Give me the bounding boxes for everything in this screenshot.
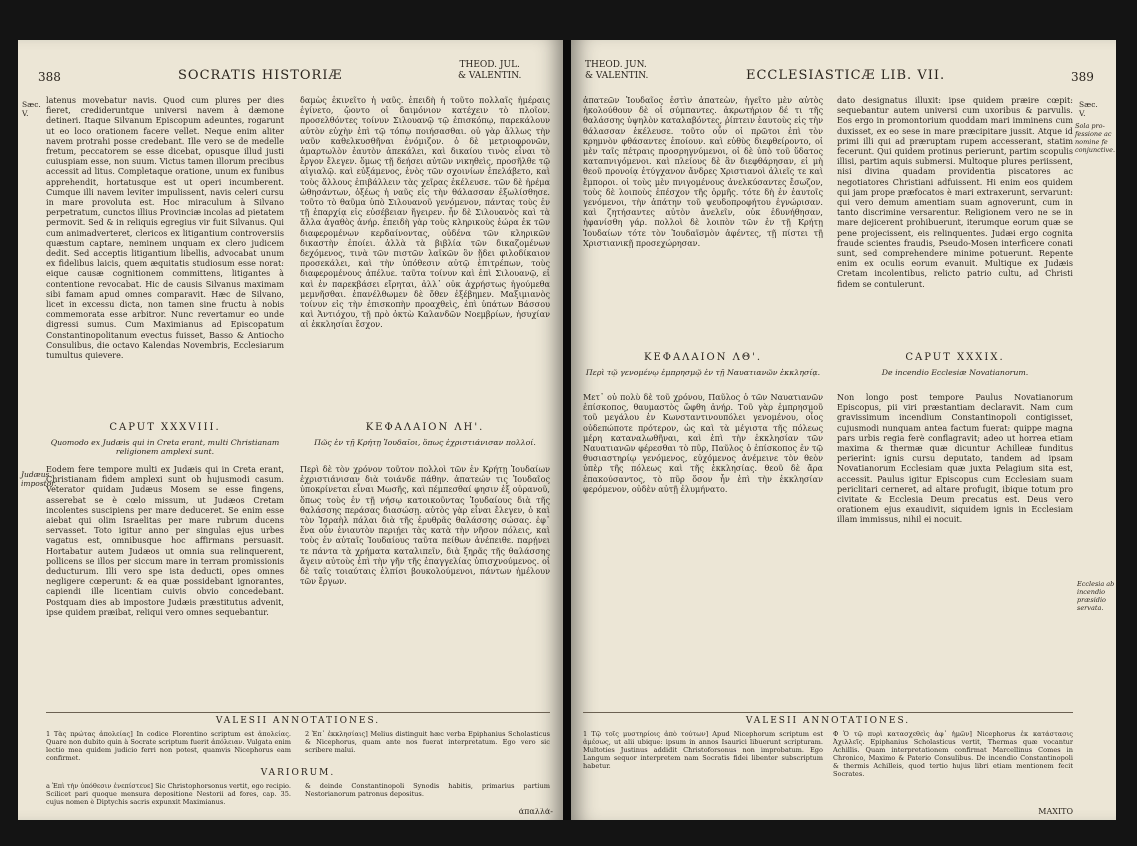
running-title: ECCLESIASTICÆ LIB. VII. [746,68,946,83]
annotation-note: Φ Ὁ τῷ πυρὶ κατασχεθεὶς ἀφ᾽ ἡμῶν] Nicephorus ἐκ κατάστασις Ἀχιλλεῖς. Epiphanius Scholasticus vertit, Thermas quæ vocantur Achillis. Quam interpretationem confirmat Marcellinus Comes in Chronico, Maximo & Paterio Consulibus. De incendio Constantinopoli & thermis Achilleis, quod tertio hujus libri etiam mentionem fecit Socrates. [833,730,1073,778]
catchword: ΜΑΧΙΤΟ [1038,808,1073,816]
chapter-heading-latin: CAPUT XXXIX. [905,352,1005,363]
right-page [571,40,1116,820]
left-page [18,40,563,820]
annotation-note: 2 Ἐπ᾽ ἐκκλησίαις] Melius distinguit hæc verba Epiphanius Scholasticus & Nicephorus, quam ante nos fuerat interpretatum. Ego vero sic scribere malui. [305,730,550,754]
margin-note: Sola pro- fessione ac nomine fe conjunctive. [1075,122,1116,154]
footnote-rule [583,712,1073,713]
margin-note: Ecclesia ab incendio præsidio servata. [1077,580,1115,612]
chapter-heading-latin: CAPUT XXXVIII. [109,422,221,433]
greek-column-bottom: Περὶ δὲ τὸν χρόνον τοῦτον πολλοὶ τῶν ἐν Κρήτῃ Ἰουδαίων ἐχριστιάνισαν διὰ τοιάνδε πάθην. ἀπατεών τις Ἰουδαῖος ὑποκρίνεται εἶναι Μωσῆς, καὶ πέμπεσθαί φησιν ἐξ οὐρανοῦ, ὅπως τοὺς ἐν τῇ νήσῳ κατοικοῦντας Ἰουδαίους διὰ τῆς θαλάσσης περάσας διασώσῃ. αὐτὸς γὰρ εἶναι ἔλεγεν, ὁ καὶ τὸν Ἰσραὴλ πάλαι διὰ τῆς ἐρυθρᾶς θαλάσσης σώσας. ἐφ᾽ ἕνα οὖν ἐνιαυτὸν περιῄει τὰς κατὰ τὴν νῆσον πόλεις, καὶ τοὺς ἐν αὐταῖς Ἰουδαίους ταῦτα πείθων ἀνέπειθε. παρῄνει τε πάντα τὰ χρήματα καταλιπεῖν, διὰ ξηρᾶς τῆς θαλάσσης ἄγειν αὐτοὺς ἐπὶ τὴν γῆν τῆς ἐπαγγελίας ὑπισχνούμενος. οἱ δὲ ταῖς τοιαύταις ἐλπίσι βουκολούμενοι, πάντων ἠμέλουν τῶν ἔργων. [300,464,550,587]
latin-column-top: dato designatus illuxit: ipse quidem præire cœpit: sequebantur autem universi cum uxoribus & parvulis. Eos ergo in promontorium quoddam mari imminens cum duxisset, ex eo sese in mare præcipitare jussit. Atque id primi illi qui ad præruptam rupem accesserant, statim fecerunt. Qui quidem protinus perierunt, partim scopulis illisi, partim aquis submersi. Multoque plures periissent, nisi divina quadam providentia piscatores ac negotiatores Christiani adfuissent. Hi enim eos quidem qui jam prope præfocatos è mari extraxerunt, servarunt: qui vero demum amentiam suam agnoverunt, cum in tanto discrimine versarentur. Religionem vero ne se in mare dejicerent prohibuerunt, iterumque eorum quæ se pene projecissent, eis relinquentes. Judæi ergo cognita fraude scientes fraudis, Pseudo-Mosen interficere conati sunt, sed comprehendere minime potuerunt. Repente enim ex oculis eorum evanuit. Multique ex Judæis Cretam incolentibus, relicto patrio cultu, ad Christi fidem se contulerunt. [837,95,1073,289]
latin-column-top: latenus movebatur navis. Quod cum plures per dies fieret, credideruntque universi navem à dæmone detineri. Itaque Silvanum Episcopum adeuntes, rogarunt ut eo loco orationem facere vellet. Neque enim aliter navem protrahi posse credebant. Ille vero se de medelle fretum, peccatorem se esse dicebat, opusque illud justi cuiuspiam esse, non suum. Victus tamen illorum precibus accessit ad litus. Completaque oratione, unum ex funibus apprehendit, hortatusque est ut operi incumberent. Cumque illi navem leviter impulissent, navis celeri cursu in mare provoluta est. Hoc miraculum à Silvano perpetratum, cunctos illius Provinciæ incolas ad pietatem permovit. Sed & in reliquis egregius vir fuit Silvanus. Qui cum animadverteret, clericos ex litigantium controversiis quæstum captare, neminem unquam ex clero judicem dedit. Sed acceptis litigantium libellis, advocabat unum ex fidelibus laicis, quem æquitatis studiosum esse norat: eique causæ cognitionem committens, litigantes à contentione revocabat. Hic de causis Silvanus maximam sibi famam apud omnes comparavit. Hæc de Silvano, licet in excessu dicta, non tamen sine fructu à nobis commemorata esse arbitror. Nunc revertamur eo unde digressi sumus. Cum Maximianus ad Episcopatum Constantinopolitanum evectus fuisset, Basso & Antiocho Consulibus, die octavo Kalendas Novembris, Ecclesiarum tumultus quievere. [46,95,284,361]
annotation-note: 1 Τὰς πρώτας ἀπολείας] In codice Florentino scriptum est ἀπολείας. Quare non dubito quin à Socrate scriptum fuerit ἀπόλειαν. Vulgata enim lectio mea quidem judicio ferri non potest, quamvis Nicephorus eam confirmet. [46,730,291,762]
greek-column-top: δαμὼς ἐκινεῖτο ἡ ναῦς. ἐπειδὴ ἡ τοῦτο πολλαῖς ἡμέραις ἐγίνετο, ᾤοντο οἱ δαιμόνιον κατέχειν τὸ πλοῖον. προσελθόντες τοίνυν Σιλουανῷ τῷ ἐπισκόπῳ, παρεκάλουν αὐτὸν εὐχὴν ἐπὶ τῷ τόπῳ ποιήσασθαι. οὐ γὰρ ἄλλως τὴν ναῦν καθελκυσθῆναι ἐνόμιζον. ὁ δὲ μετριοφρονῶν, ἁμαρτωλὸν ἑαυτὸν ἀπεκάλει, καὶ δικαίου τινὸς εἶναι τὸ ἔργον ἔλεγεν. ὅμως τῇ δεήσει αὐτῶν νικηθεὶς, προσῆλθε τῷ αἰγιαλῷ. καὶ εὐξάμενος, ἑνὸς τῶν σχοινίων ἐπελάβετο, καὶ τοὺς ἄλλους ἐπιβάλλειν τὰς χεῖρας ἐκέλευσε. τῶν δὲ ἠρέμα ὠθησάντων, ὀξέως ἡ ναῦς εἰς τὴν θάλασσαν ἐξωλίσθησε. τοῦτο τὸ θαῦμα ὑπὸ Σιλουανοῦ γενόμενον, πάντας τοὺς ἐν τῇ ἐπαρχίᾳ εἰς εὐσέβειαν ἤγειρεν. ἦν δὲ Σιλουανὸς καὶ τὰ ἄλλα ἀγαθὸς ἀνήρ. ἐπειδὴ γὰρ τοὺς κληρικοὺς ἑώρα ἐκ τῶν διαφερομένων κερδαίνοντας, οὐδένα τῶν κληρικῶν δικαστὴν ἐποίει. ἀλλὰ τὰ βιβλία τῶν δικαζομένων δεχόμενος, τινὰ τῶν πιστῶν λαϊκῶν ὃν ᾔδει φιλοδίκαιον προσεκάλει, καὶ τὴν ὑπόθεσιν αὐτῷ ἐπιτρέπων, τοὺς διαφερομένους ἀπέλυε. ταῦτα τοίνυν καὶ ἐπὶ Σιλουανῷ, εἰ καὶ ἐν παρεκβάσει εἴρηται, ἀλλ᾽ οὐκ ἀχρήστως ἡγούμεθα μεμνῆσθαι. ἐπανέλθωμεν δὲ ὅθεν ἐξέβημεν. Μαξιμιανὸς τοίνυν εἰς τὴν ἐπισκοπὴν προαχθεὶς, ἐπὶ ὑπάτων Βάσσου καὶ Ἀντιόχου, τῇ πρὸ ὀκτὼ Καλανδῶν Νοεμβρίων, ἡσυχίαν αἱ ἐκκλησίαι ἔσχον. [300,95,550,330]
variorum-title: VARIORUM. [260,768,336,778]
book-gutter [563,40,571,820]
greek-column-bottom: Μετ᾽ οὐ πολὺ δὲ τοῦ χρόνου, Παῦλος ὁ τῶν Ναυατιανῶν ἐπίσκοπος, θαυμαστὸς ὤφθη ἀνήρ. Τοῦ γὰρ ἐμπρησμοῦ τοῦ μεγάλου ἐν Κωνσταντινουπόλει γενομένου, οἷος οὐδεπώποτε πρότερον, ὡς καὶ τὰ μέγιστα τῆς πόλεως μέρη καταναλωθῆναι, καὶ ἐπὶ τὴν ἐκκλησίαν τῶν Ναυατιανῶν φέρεσθαι τὸ πῦρ, Παῦλος ὁ ἐπίσκοπος ἐν τῷ θυσιαστηρίῳ γενόμενος, εὐχόμενος ἀνέμεινε τὸν θεὸν ὑπὲρ τῆς πόλεως καὶ τῆς ἐκκλησίας. θεοῦ δὲ ἄρα ἐπακούσαντος, τὸ πῦρ ὅσον ἦν ἐπὶ τὴν ἐκκλησίαν φερόμενον, οὐδὲν αὐτῇ ἐλυμήνατο. [583,392,823,494]
greek-column-top: ἀπατεῶν Ἰουδαῖος ἐστὶν ἀπατεὼν, ἡγεῖτο μὲν αὐτὸς ἠκολούθουν δὲ οἱ σύμπαντες. ἀκρωτήριον δέ τι τῆς θαλάσσης ὑψηλὸν καταλαβόντες, ῥίπτειν ἑαυτοὺς εἰς τὴν θάλασσαν ἐκέλευσε. τοῦτο οὖν οἱ πρῶτοι ἐπὶ τὸν κρημνὸν φθάσαντες ἐποίουν. καὶ εὐθὺς διεφθείροντο, οἱ μὲν ταῖς πέτραις προσρηγνύμενοι, οἱ δὲ ὑπὸ τοῦ ὕδατος καταπνιγόμενοι. καὶ πλείους δὲ ἂν διεφθάρησαν, εἰ μὴ θεοῦ προνοίᾳ ἐτύγχανον ἄνδρες Χριστιανοὶ ἁλιεῖς τε καὶ ἔμποροι. οἱ τοὺς μὲν πνιγομένους ἀνελκύσαντες ἔσωζον, τοὺς δὲ λοιποὺς ἐπέσχον τῆς ὁρμῆς. τότε δὴ ἐν ἑαυτοῖς γενόμενοι, τὴν ἀπάτην τοῦ ψευδοπροφήτου ἐγνώρισαν. καὶ ζητήσαντες αὐτὸν ἀνελεῖν, οὐκ ἐδυνήθησαν, ἠφανίσθη γάρ. πολλοὶ δὲ λοιπὸν τῶν ἐν τῇ Κρήτῃ Ἰουδαίων τότε τὸν Ἰουδαϊσμὸν ἀφέντες, τῇ πίστει τῇ Χριστιανικῇ προσεχώρησαν. [583,95,823,248]
variorum-note: a Ἐπὶ τὴν ὑπόθεσιν ἐνεπίστευε] Sic Christophorsonus vertit, ego recipio. Scilicet pari quoque mensura depositione Nestorii ad fores, cap. 35. cujus nomen è Diptychis sacris expunxit Maximianus. [46,782,291,806]
margin-note: Judæus impostor. [21,470,57,488]
margin-year: Sæc. V. [22,100,41,118]
catchword: ἀπαλλά- [518,808,553,816]
chapter-subtitle-greek: Περὶ τῷ γενομένῳ ἐμπρησμῷ ἐν τῇ Ναυατιανῶν ἐκκλησίᾳ. [585,368,821,377]
margin-year: Sæc. V. [1079,100,1098,118]
footnote-rule [46,712,550,713]
page-number: 389 [1071,70,1094,84]
small-heading: THEOD. JUL. & VALENTIN. [458,60,522,81]
small-heading: THEOD. JUN. & VALENTIN. [585,60,649,81]
page-number: 388 [38,70,61,84]
annotation-note: 1 Τῷ τοῖς μυστηρίοις ἀπὸ τούτων] Apud Nicephorum scriptum est ἀμέσως, ut alii ubique: ipsum in annos Isaurici libuerunt scripturam. Multoties Justinus addidit Christoforsonus non improbatum. Ego Langum sequor interpretem nam Socratis fidei libenter subscriptum habetur. [583,730,823,770]
latin-column-bottom: Eodem fere tempore multi ex Judæis qui in Creta erant, Christianam fidem amplexi sunt ob hujusmodi casum. Veterator quidam Judæus Mosem se esse fingens, asserebat se è cœlo missum, ut Judæos Cretam incolentes suscipiens per mare deduceret. Se enim esse aiebat qui olim Israelitas per mare rubrum ducens servasset. Toto igitur anno per singulas ejus urbes vagatus est, omnibusque hoc affirmans persuasit. Hortabatur autem Judæos ut omnia sua relinquerent, pollicens se illos per siccum mare in terram promissionis deducturum. Illi vero spe ista deducti, opes omnes negligere cœperunt: & ea quæ possidebant ignorantes, capiendi ille licentiam cuivis obvio concedebant. Postquam dies ab impostore Judæis præstitutus advenit, ipse quidem præibat, reliqui vero omnes sequebantur. [46,464,284,617]
annotations-title: VALESII ANNOTATIONES. [745,716,911,726]
running-title: SOCRATIS HISTORIÆ [178,68,343,83]
latin-column-bottom: Non longo post tempore Paulus Novatianorum Episcopus, pii viri præstantiam declaravit. Nam cum gravissimum incendium Constantinopoli contigisset, cujusmodi nunquam antea factum fuerat: quippe magna pars urbis regia ferè conflagravit; adeo ut horrea etiam maxima & thermæ quæ dicuntur Achilleæ funditus perierint: ignis cursu deputato, tandem ad ipsam Novatianorum Ecclesiam quæ juxta Pelagium sita est, accessit. Paulus igitur Episcopus cum Ecclesiam suam periclitari cerneret, ad altare profugit, ibique totum pro civitate & Ecclesia Deum precatus est. Deus vero orationem ejus exaudivit, siquidem ignis in Ecclesiam illam immissus, nihil ei nocuit. [837,392,1073,525]
variorum-note: & deinde Constantinopoli Synodis habitis, primarius partium Nestorianorum patronus depositus. [305,782,550,798]
chapter-subtitle-latin: Quomodo ex Judæis qui in Creta erant, multi Christianam religionem amplexi sunt. [50,438,280,457]
chapter-subtitle-latin: De incendio Ecclesiæ Novatianorum. [881,368,1029,377]
annotations-title: VALESII ANNOTATIONES. [215,716,381,726]
chapter-heading-greek: ΚΕΦΑΛΑΙΟΝ ΛΗ'. [365,422,485,433]
chapter-heading-greek: ΚΕΦΑΛΑΙΟΝ ΛΘ'. [643,352,763,363]
chapter-subtitle-greek: Πῶς ἐν τῇ Κρήτῃ Ἰουδαῖοι, ὅπως ἐχριστιάνισαν πολλοί. [314,438,536,447]
